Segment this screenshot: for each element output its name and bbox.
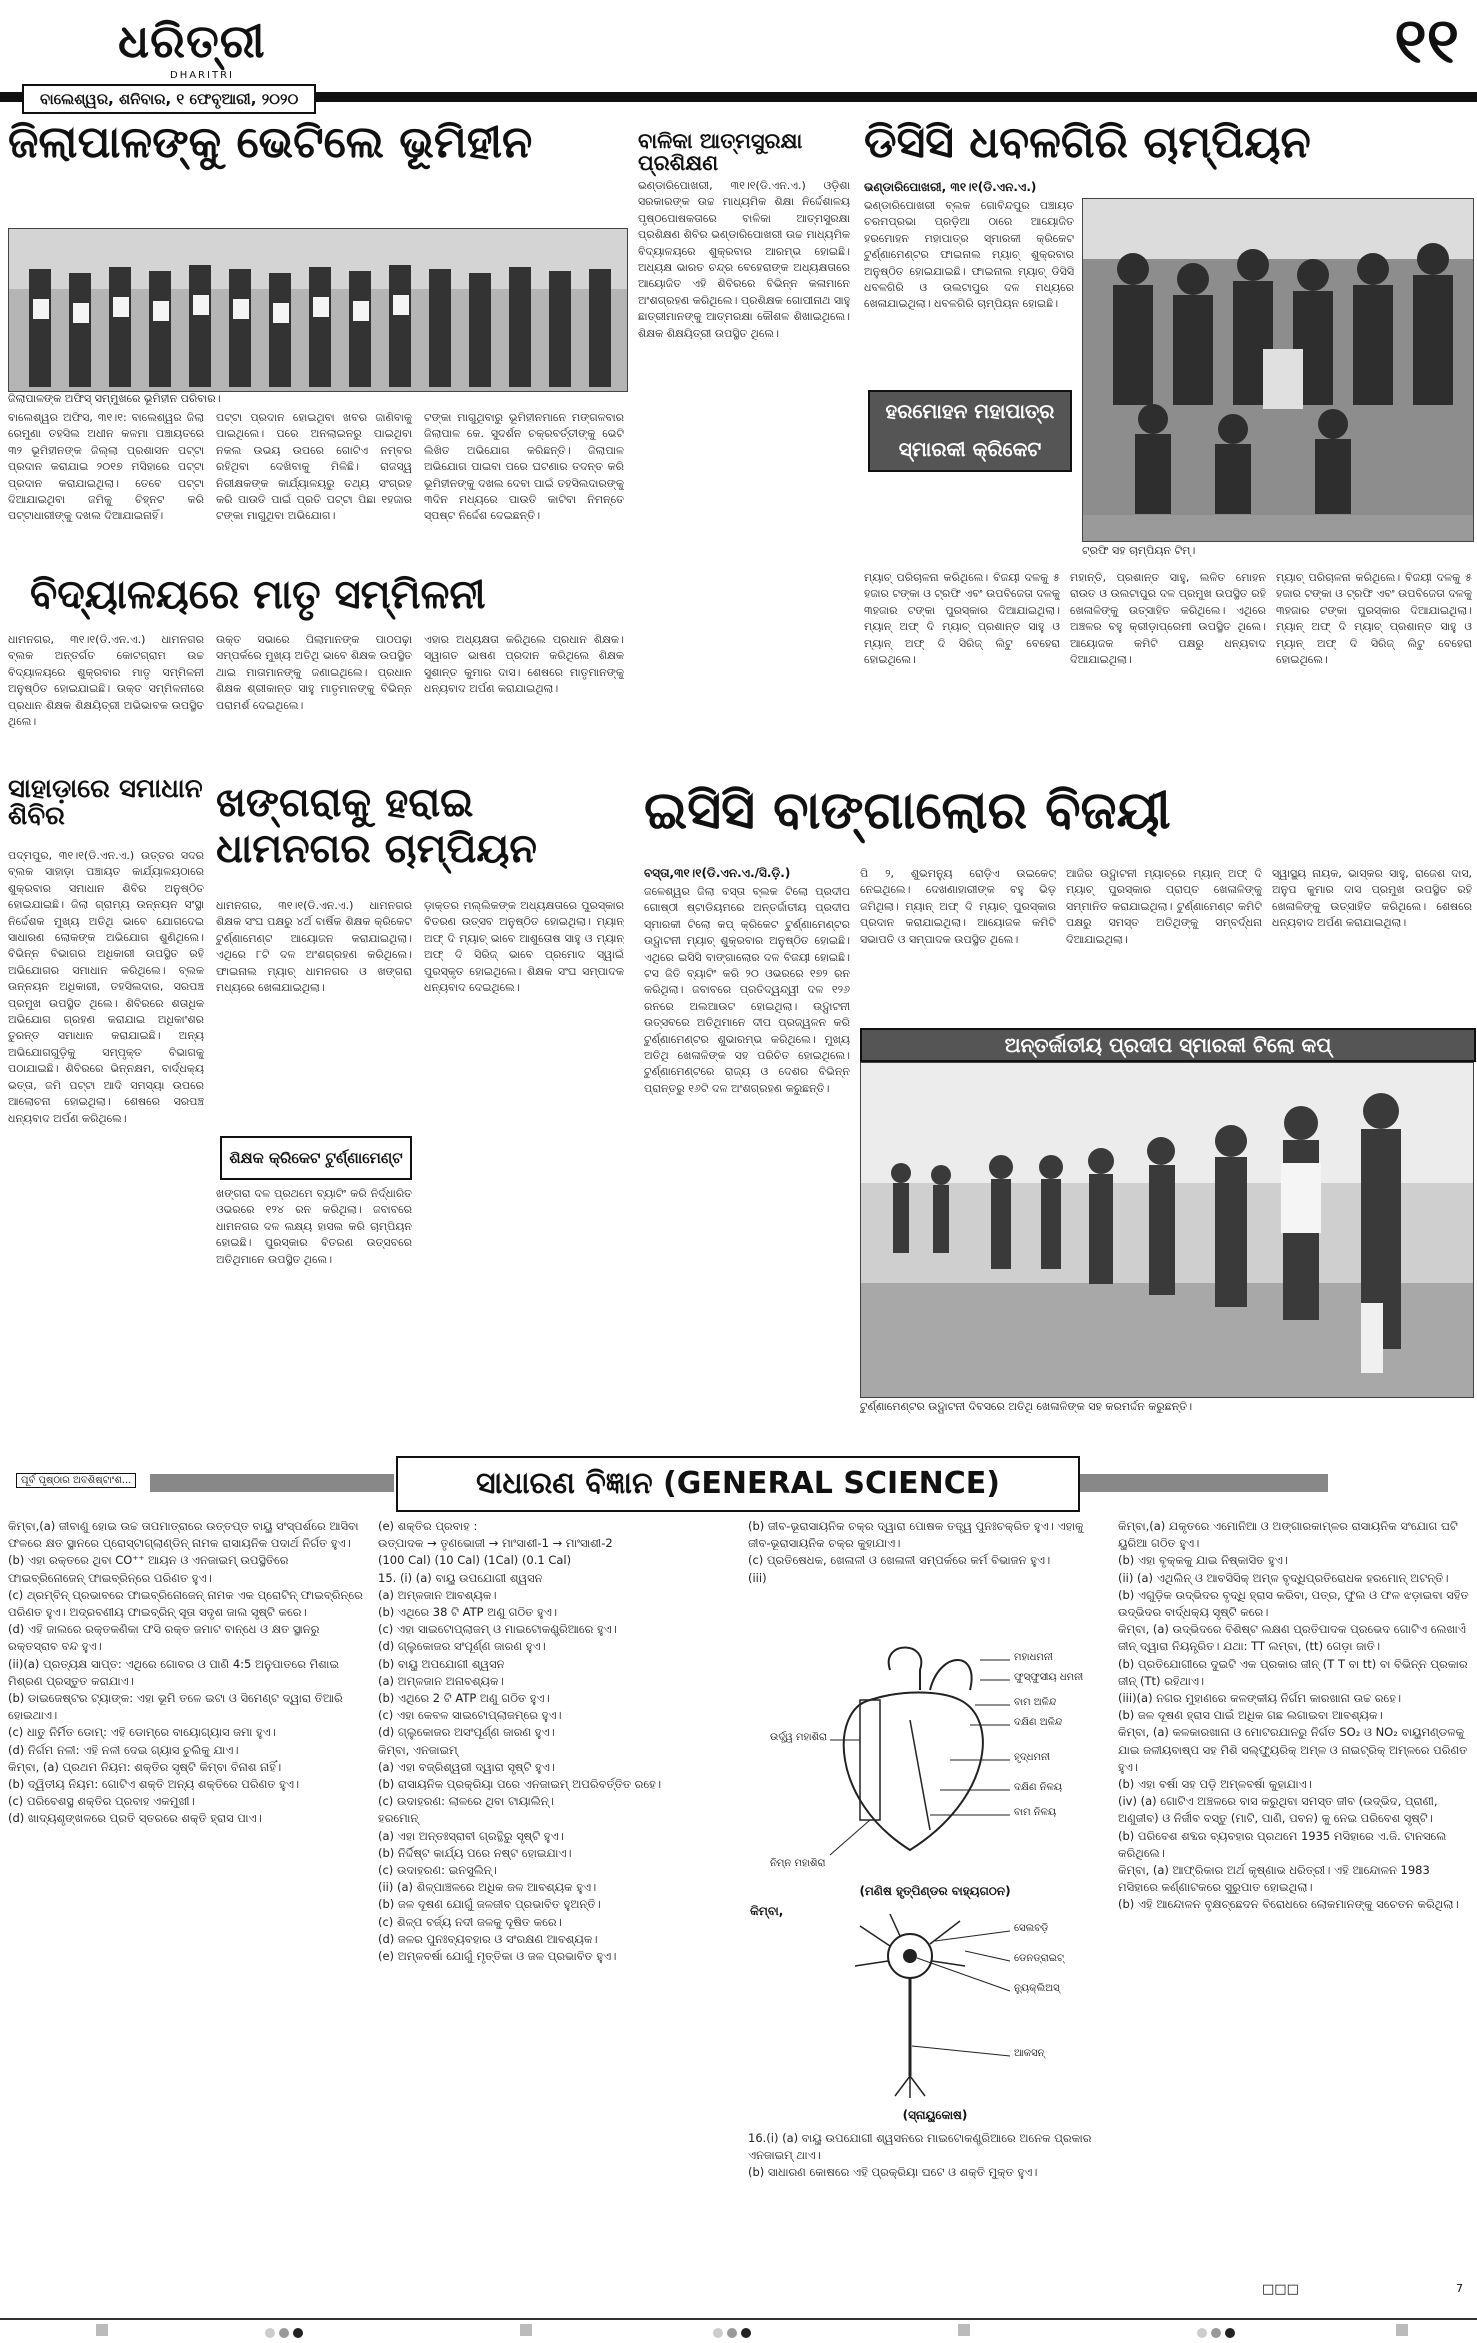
heart-label-left-atrium: ବାମ ଅଳିନ୍ଦ xyxy=(1014,1697,1057,1708)
heart-label-superior-vena-cava: ଉର୍ଦ୍ଧ୍ୱ ମହାଶିରା xyxy=(770,1732,827,1743)
registration-mark xyxy=(1396,2324,1408,2336)
registration-dots xyxy=(712,2324,752,2336)
footer-page-marker: 7 xyxy=(1456,2282,1463,2295)
story1-caption: ଜିଲାପାଳଙ୍କ ଅଫିସ୍ ସମ୍ମୁଖରେ ଭୂମିହୀନ ପରିବାର। xyxy=(8,392,221,405)
neuron-kimba: କିମ୍ବା, xyxy=(750,1904,784,1918)
story4-col2: ମ୍ୟାଚ୍ ପରିଚାଳନା କରିଥିଲେ। ବିଜୟୀ ଦଳକୁ ୫ ହଜାର ଟଙ୍କା ଓ ଟ୍ରଫି ଏବଂ ଉପବିଜେତା ଦଳକୁ ୩ହଜାର ଟଙ୍କା ପୁରସ୍କାର ଦିଆଯାଇଥିଲା। ମ୍ୟାନ୍ ଅଫ୍ ଦି ମ୍ୟାଚ୍ ପ୍ରଶାନ୍ତ ସାହୁ ଓ ମ୍ୟାନ୍ ଅଫ୍ ଦି ସିରିଜ୍ ଲିଟୁ ବେହେରା ହୋଇଥିଲେ। xyxy=(864,571,1060,667)
science-col4: କିମ୍ବା,(a) ଯକୃତରେ ଏମୋନିଆ ଓ ଅଙ୍ଗାରକାମ୍ଳର ରାସାୟନିକ ସଂଯୋଗ ଘଟି ୟୁରିଆ ଗଠିତ ହୁଏ। (b) ଏହା ବୃକ୍କକୁ ଯାଇ ନିଷ୍କାସିତ ହୁଏ। (ii) (a) ଏଥିଲିନ୍ ଓ ଆବସିସିକ୍ ଅମ୍ଳ ବୃଦ୍ଧିପ୍ରତିରୋଧକ ହରମୋନ୍ ଅଟନ୍ତି। (b) ଏଗୁଡ଼ିକ ଉଦ୍ଭିଦର ବୃଦ୍ଧି ହ୍ରାସ କରିବା, ପତ୍ର, ଫୁଲ ଓ ଫଳ ଝଡ଼ାଇବା ସହିତ ଉଦ୍ଭିଦର ବାର୍ଦ୍ଧକ୍ୟ ସୃଷ୍ଟି କରେ। କିମ୍ବା, (a) ଉଦ୍ଭିଦରେ ବିଶିଷ୍ଟ ଲକ୍ଷଣ ପ୍ରତିପାଦକ ପ୍ରଭେଦ ଗୋଟିଏ ଲେଖାଏଁ ଜୀନ୍ ଦ୍ୱାରା ନିୟନ୍ତ୍ରିତ। ଯଥା: TT ଲମ୍ବା, (tt) ଗେଡ଼ା ଜାତି। (b) ପ୍ରତିଯୋଗୀରେ ଦୁଇଟି ଏକ ପ୍ରକାର ଜୀନ୍ (T T ବା tt) ବା ବିଭିନ୍ନ ପ୍ରକାର ଜୀନ୍ (Tt) ରହିଥାଏ। (iii)(a) ନଗର ମୁହାଣରେ କଳଙ୍କୀୟ ନିର୍ଗମ କାରଖାନା ଉଚ୍ଚ ରହେ। (b) ଜଳ ଦୂଷଣ ହ୍ରାସ ପାଇଁ ଅଧିକ ଗଛ ଲଗାଇବା ଆବଶ୍ୟକ। କିମ୍ବା, (a) କଳକାରଖାନା ଓ ମୋଟରଯାନରୁ ନିର୍ଗତ SO₂ ଓ NO₂ ବାୟୁମଣ୍ଡଳକୁ ଯାଇ ଜଳୀୟବାଷ୍ପ ସହ ମିଶି ସଲ୍‌ଫ୍ୟୁରିକ୍ ଅମ୍ଳ ଓ ନାଇଟ୍ରିକ୍ ଅମ୍ଳରେ ପରିଣତ ହୁଏ। (b) ଏହା ବର୍ଷା ସହ ପଡ଼ି ଅମ୍ଳବର୍ଷା କୁହାଯାଏ। (iv) (a) ଗୋଟିଏ ଅଞ୍ଚଳରେ ବାସ କରୁଥିବା ସମସ୍ତ ଜୀବ (ଉଦ୍ଭିଦ, ପ୍ରାଣୀ, ଅଣୁଜୀବ) ଓ ନିର୍ଜୀବ ବସ୍ତୁ (ମାଟି, ପାଣି, ପବନ) କୁ ନେଇ ପରିବେଶ ସୃଷ୍ଟି। (b) ପରିବେଶ ଶବ୍ଦର ବ୍ୟବହାର ପ୍ରଥମେ 1935 ମସିହାରେ ଏ.ଜି. ଟାନସଲେ କରିଥିଲେ। କିମ୍ବା, (a) ଆଫ୍ରିକାର ଅର୍ଥ କୃଷ୍ଣାଭ ଧରିତ୍ରୀ। ଏହି ଆନ୍ଦୋଳନ 1983 ମସିହାରେ କର୍ଣ୍ଣାଟକରେ ସୁରୁପାତ ହୋଇଥିଲା। (b) ଏହି ଆନ୍ଦୋଳନ ବୃକ୍ଷଚ୍ଛେଦନ ବିରୋଧରେ ଲୋକମାନଙ୍କୁ ସଚେତନ କରିଥିଲା। xyxy=(1118,1519,1469,1912)
story7-col3: ଆଜିର ଉଦ୍ଘାଟନୀ ମ୍ୟାଚ୍‌ରେ ମ୍ୟାନ୍ ଅଫ୍ ଦି ମ୍ୟାଚ୍ ପୁରସ୍କାର ପ୍ରାପ୍ତ ଖେଳାଳିଙ୍କୁ ସମ୍ମାନିତ କରାଯାଇଥିଲା। ଟୁର୍ଣ୍ଣାମେଣ୍ଟ କମିଟି ପକ୍ଷରୁ ସମସ୍ତ ଅତିଥିଙ୍କୁ ସମ୍ବର୍ଦ୍ଧନା ଦିଆଯାଇଥିଲା। xyxy=(1066,867,1262,946)
story4-col4: ମ୍ୟାଚ୍ ପରିଚାଳନା କରିଥିଲେ। ବିଜୟୀ ଦଳକୁ ୫ ହଜାର ଟଙ୍କା ଓ ଟ୍ରଫି ଏବଂ ଉପବିଜେତା ଦଳକୁ ୩ହଜାର ଟଙ୍କା ପୁରସ୍କାର ଦିଆଯାଇଥିଲା। ମ୍ୟାନ୍ ଅଫ୍ ଦି ମ୍ୟାଚ୍ ପ୍ରଶାନ୍ତ ସାହୁ ଓ ମ୍ୟାନ୍ ଅଫ୍ ଦି ସିରିଜ୍ ଲିଟୁ ବେହେରା ହୋଇଥିଲେ। xyxy=(1276,571,1472,667)
story5-headline: ସାହାଡ଼ାରେ ସମାଧାନ ଶିବିର xyxy=(8,774,203,832)
story4-col3: ମହାନ୍ତି, ପ୍ରଶାନ୍ତ ସାହୁ, ଲଳିତ ମୋହନ ରାଉତ ଓ ଉଲଟାପୁର ଦଳ ପ୍ରମୁଖ ଉପସ୍ଥିତ ରହି ଖେଳାଳିଙ୍କୁ ଉତ୍ସାହିତ କରିଥିଲେ। ଏଥିରେ ଅଞ୍ଚଳର ବହୁ କ୍ରୀଡ଼ାପ୍ରେମୀ ଉପସ୍ଥିତ ଥିଲେ। ଆୟୋଜକ କମିଟି ପକ୍ଷରୁ ଧନ୍ୟବାଦ ଦିଆଯାଇଥିଲା। xyxy=(1070,571,1266,667)
registration-dots xyxy=(1196,2324,1236,2336)
story7-photo xyxy=(860,1062,1474,1398)
story3-kicker: ବାଳିକା ଆତ୍ମସୁରକ୍ଷା ପ୍ରଶିକ୍ଷଣ xyxy=(638,129,803,176)
story6-headline: ଖଙ୍ଗରାକୁ ହରାଇ ଧାମନଗର ଚାମ୍ପିୟନ xyxy=(216,780,537,872)
heart-label-inferior-vena-cava: ନିମ୍ନ ମହାଶିରା xyxy=(770,1858,826,1869)
neuron-label-axon: ଆକସନ୍ xyxy=(1014,2048,1045,2059)
story4-inset-label: ହରମୋହନ ମହାପାତ୍ର ସ୍ମାରକୀ କ୍ରିକେଟ xyxy=(868,390,1072,472)
story1-col3: ଟଙ୍କା ମାଗୁଥିବାରୁ ଭୂମିହୀନମାନେ ମଙ୍ଗଳବାର ଜିଲାପାଳ କେ. ସୁଦର୍ଶନ ଚକ୍ରବର୍ତ୍ତୀଙ୍କୁ ଭେଟି ଲିଖିତ ଅଭିଯୋଗ କରିଛନ୍ତି। ଜିଲାପାଳ ଅଭିଯୋଗ ପାଇବା ପରେ ଘଟଣାର ତଦନ୍ତ କରି ଭୂମିହୀନଙ୍କୁ ଦଖଲ ଦେବା ପାଇଁ ତହସିଲଦାରଙ୍କୁ ୩ଦିନ ମଧ୍ୟରେ ପାଉତି କାଟିବା ନିମନ୍ତେ ସ୍ପଷ୍ଟ ନିର୍ଦ୍ଦେଶ ଦେଇଛନ୍ତି। xyxy=(424,411,624,523)
registration-mark xyxy=(96,2324,108,2336)
dateline: ବାଲେଶ୍ୱର, ଶନିବାର, ୧ ଫେବୃଆରୀ, ୨୦୨୦ xyxy=(22,84,316,114)
story5-col: ପଦ୍ମପୁର, ୩୧।୧(ଡି.ଏନ.ଏ.) ଉତ୍ତର ସଦର ବ୍ଲକ ସାହାଡ଼ା ପଞ୍ଚାୟତ କାର୍ଯ୍ୟାଳୟଠାରେ ଶୁକ୍ରବାର ସମାଧାନ ଶିବିର ଅନୁଷ୍ଠିତ ହୋଇଯାଇଛି। ଜିଲା ଗ୍ରାମ୍ୟ ଉନ୍ନୟନ ସଂସ୍ଥା ନିର୍ଦ୍ଦେଶକ ମୁଖ୍ୟ ଅତିଥି ଭାବେ ଯୋଗଦେଇ ସାଧାରଣ ଲୋକଙ୍କ ଅଭିଯୋଗ ଶୁଣିଥିଲେ। ବିଭିନ୍ନ ବିଭାଗର ଅଧିକାରୀ ଉପସ୍ଥିତ ରହି ଅଭିଯୋଗର ସମାଧାନ କରିଥିଲେ। ବ୍ଲକ ଉନ୍ନୟନ ଅଧିକାରୀ, ତହସିଲଦାର, ସରପଞ୍ଚ ପ୍ରମୁଖ ଉପସ୍ଥିତ ଥିଲେ। ଶିବିରରେ ଶତାଧିକ ଅଭିଯୋଗ ଗ୍ରହଣ କରାଯାଇ ଅଧିକାଂଶର ତୁରନ୍ତ ସମାଧାନ କରାଯାଇଛି। ଅନ୍ୟ ଅଭିଯୋଗଗୁଡ଼ିକୁ ସମ୍ପୃକ୍ତ ବିଭାଗକୁ ପଠାଯାଇଛି। ଶିବିରରେ ଭିନ୍ନକ୍ଷମ, ବାର୍ଦ୍ଧକ୍ୟ ଭତ୍ତା, ଜମି ପଟ୍ଟା ଆଦି ସମସ୍ୟା ଉପରେ ଆଲୋଚନା ହୋଇଥିଲା। ଶେଷରେ ସରପଞ୍ଚ ଧନ୍ୟବାଦ ଅର୍ପଣ କରିଥିଲେ। xyxy=(8,849,204,1125)
story7-caption: ଟୁର୍ଣ୍ଣାମେଣ୍ଟର ଉଦ୍ଘାଟନୀ ଦିବସରେ ଅତିଥି ଖେଳାଳିଙ୍କ ସହ କରମର୍ଦ୍ଦନ କରୁଛନ୍ତି। xyxy=(860,1400,1193,1413)
story3-col: ଭଣ୍ଡାରିପୋଖରୀ, ୩୧।୧(ଡି.ଏନ.ଏ.) ଓଡ଼ିଶା ସରକାରଙ୍କ ଉଚ୍ଚ ମାଧ୍ୟମିକ ଶିକ୍ଷା ନିର୍ଦ୍ଦେଶାଳୟ ପୃଷ୍ଠପୋଷକତାରେ ବାଳିକା ଆତ୍ମସୁରକ୍ଷା ପ୍ରଶିକ୍ଷଣ ଶିବିର ଭଣ୍ଡାରିପୋଖରୀ ଉଚ୍ଚ ମାଧ୍ୟମିକ ବିଦ୍ୟାଳୟରେ ଶୁକ୍ରବାର ଆରମ୍ଭ ହୋଇଛି। ଅଧ୍ୟକ୍ଷ ଭାରତ ଚନ୍ଦ୍ର ବେହେରାଙ୍କ ଅଧ୍ୟକ୍ଷତାରେ ଆୟୋଜିତ ଏହି ଶିବିରରେ ବିଭିନ୍ନ କଳାମାନେ ଅଂଶଗ୍ରହଣ କରିଥିଲେ। ପ୍ରଶିକ୍ଷକ ଗୋପୀନାଥ ସାହୁ ଛାତ୍ରୀମାନଙ୍କୁ ଆତ୍ମରକ୍ଷା କୌଶଳ ଶିଖାଇଥିଲେ। ଶିକ୍ଷକ ଶିକ୍ଷୟିତ୍ରୀ ଉପସ୍ଥିତ ଥିଲେ। xyxy=(638,179,850,340)
story7-inset-label: ଅନ୍ତର୍ଜାତୀୟ ପ୍ରଦୀପ ସ୍ମାରକୀ ଟିଲୋ କପ୍ xyxy=(860,1028,1476,1062)
registration-mark xyxy=(958,2324,970,2336)
science-title: ସାଧାରଣ ବିଜ୍ଞାନ (GENERAL SCIENCE) xyxy=(396,1456,1080,1512)
story2-headline: ବିଦ୍ୟାଳୟରେ ମାତୃ ସମ୍ମିଳନୀ xyxy=(30,572,486,618)
masthead-subtitle: DHARITRI xyxy=(170,70,234,81)
dateline-bar xyxy=(0,84,1477,110)
heart-label-right-ventricle: ଦକ୍ଷିଣ ନିଳୟ xyxy=(1014,1782,1063,1793)
story4-photo xyxy=(1082,198,1474,542)
page-number: ୧୧ xyxy=(1394,4,1459,77)
heart-caption: (ମଣିଷ ହୃତ୍‌ପିଣ୍ଡର ବାହ୍ୟଗଠନ) xyxy=(859,1884,1011,1898)
science-col3-top: (b) ଜୀବ-ଭୂରାସାୟନିକ ଚକ୍ର ଦ୍ୱାରା ପୋଷକ ତତ୍ତ୍ୱ ପୁନଃଚକ୍ରିତ ହୁଏ। ଏହାକୁ ଜୀବ-ଭୂରାସାୟନିକ ଚକ୍ର କୁହାଯାଏ। (c) ପ୍ରତିଷେଧକ, ଖେଳାଳୀ ଓ ଖେଳାଳୀ ସମ୍ପର୍କରେ କର୍ମ ବିଭାଜନ ହୁଏ। (iii) xyxy=(748,1519,1084,1585)
registration-mark xyxy=(520,2324,532,2336)
masthead-logo: ଧରିତ୍ରୀ xyxy=(118,14,266,68)
story1-photo xyxy=(8,228,628,392)
science-continued-tag: ପୂର୍ବ ପୃଷ୍ଠାର ଅବଶିଷ୍ଟାଂଶ... xyxy=(16,1473,136,1488)
heart-label-pulmonary-artery: ଫୁସ୍‌ଫୁସୀୟ ଧମନୀ xyxy=(1014,1672,1084,1683)
story2-col3: ଏହାର ଅଧ୍ୟକ୍ଷତା କରିଥିଲେ ପ୍ରଧାନ ଶିକ୍ଷକ। ସ୍ୱାଗତ ଭାଷଣ ପ୍ରଦାନ କରିଥିଲେ ଶିକ୍ଷକ ସୁଶାନ୍ତ କୁମାର ଦାସ। ଶେଷରେ ମାତୃମାନଙ୍କୁ ଧନ୍ୟବାଦ ଅର୍ପଣ କରାଯାଇଥିଲା। xyxy=(424,633,624,696)
neuron-label-dendrite: ଡେନଡ୍ରାଇଟ୍ xyxy=(1014,1953,1064,1964)
heart-label-aorta: ମହାଧମନୀ xyxy=(1014,1652,1053,1663)
science-col3-bottom: 16.(i) (a) ବାୟୁ ଉପଯୋଗୀ ଶ୍ୱସନରେ ମାଇଟୋକଣ୍ଡ୍ରିଆରେ ଅନେକ ପ୍ରକାର ଏନଜାଇମ୍ ଥାଏ। (b) ସାଧାରଣ କୋଷରେ ଏହି ପ୍ରକ୍ରିୟା ଘଟେ ଓ ଶକ୍ତି ମୁକ୍ତ ହୁଏ। xyxy=(748,2131,1092,2180)
story4-col1: ଭଣ୍ଡାରିପୋଖରୀ ବ୍ଲକ ଗୋବିନ୍ଦପୁର ପଞ୍ଚାୟତ ଚରମପ୍ରଭା ପ୍ରଡ଼ିଆ ଠାରେ ଆୟୋଜିତ ହରମୋହନ ମହାପାତ୍ର ସ୍ମାରକୀ କ୍ରିକେଟ ଟୁର୍ଣ୍ଣାମେଣ୍ଟର ଫାଇନାଲ ମ୍ୟାଚ୍ ଶୁକ୍ରବାର ଅନୁଷ୍ଠିତ ହୋଇଯାଇଛି। ଫାଇନାଲ ମ୍ୟାଚ୍ ଡିସିସି ଧବଳଗିରି ଓ ଉଲଟାପୁର ଦଳ ମଧ୍ୟରେ ଖେଳାଯାଇଥିଲା। ଧବଳଗିରି ଚାମ୍ପିୟନ ହୋଇଛି। xyxy=(864,199,1074,311)
story7-headline: ଇସିସି ବାଙ୍ଗାଲୋର ବିଜୟୀ xyxy=(644,781,1171,841)
heart-diagram xyxy=(770,1630,1100,1880)
neuron-label-nucleus: ନ୍ୟୁକ୍ଲିଅସ୍ xyxy=(1014,1983,1060,1994)
end-marks: □□□ xyxy=(1262,2282,1299,2297)
story7-byline: ବସ୍ତା,୩୧।୧(ଡି.ଏନ.ଏ./ସି.ଡ଼ି.) xyxy=(644,866,791,880)
heart-label-left-ventricle: ବାମ ନିଳୟ xyxy=(1014,1807,1057,1818)
story7-col1: ଜଳେଶ୍ୱର ଜିଲା ବସ୍ତା ବ୍ଲକ ଟିଲୋ ପ୍ରଦୀପ ଗୋଷ୍ଠୀ ଷ୍ଟାଡିୟମରେ ଅନ୍ତର୍ଜାତୀୟ ପ୍ରଦୀପ ସ୍ମାରକୀ ଟିଲୋ କପ୍ କ୍ରିକେଟ ଟୁର୍ଣ୍ଣାମେଣ୍ଟର ଉଦ୍ଘାଟନୀ ମ୍ୟାଚ୍ ଶୁକ୍ରବାର ଅନୁଷ୍ଠିତ ହୋଇଛି। ଏଥିରେ ଇସିସି ବାଙ୍ଗାଲୋର ଦଳ ବିଜୟୀ ହୋଇଛି। ଟସ ଜିତି ବ୍ୟାଟିଂ କରି ୨୦ ଓଭରରେ ୧୭୨ ରନ କରିଥିଲା। ଜବାବରେ ପ୍ରତିଦ୍ୱନ୍ଦ୍ୱୀ ଦଳ ୧୨୬ ରନରେ ଅଲଆଉଟ ହୋଇଥିଲା। ଉଦ୍ଘାଟନୀ ଉତ୍ସବରେ ଅତିଥିମାନେ ଦୀପ ପ୍ରଜ୍ୱଳନ କରି ଟୁର୍ଣ୍ଣାମେଣ୍ଟର ଶୁଭାରମ୍ଭ କରିଥିଲେ। ମୁଖ୍ୟ ଅତିଥି ଖେଳାଳିଙ୍କ ସହ ପରିଚିତ ହୋଇଥିଲେ। ଟୁର୍ଣ୍ଣାମେଣ୍ଟରେ ରାଜ୍ୟ ଓ ଦେଶର ବିଭିନ୍ନ ପ୍ରାନ୍ତରୁ ୧୬ଟି ଦଳ ଅଂଶଗ୍ରହଣ କରୁଛନ୍ତି। xyxy=(644,885,850,1095)
story4-caption: ଟ୍ରଫି ସହ ଚାମ୍ପିୟନ ଟିମ୍। xyxy=(1082,544,1196,557)
story4-byline: ଭଣ୍ଡାରିପୋଖରୀ, ୩୧।୧(ଡି.ଏନ.ଏ.) xyxy=(864,180,1037,194)
story6-box: ଶିକ୍ଷକ କ୍ରିକେଟ ଟୁର୍ଣ୍ଣାମେଣ୍ଟ xyxy=(220,1136,412,1180)
story6-col3: ଡ଼ାକ୍ତର ମଲ୍ଲିକଙ୍କ ଅଧ୍ୟକ୍ଷତାରେ ପୁରସ୍କାର ବିତରଣ ଉତ୍ସବ ଅନୁଷ୍ଠିତ ହୋଇଥିଲା। ମ୍ୟାନ୍ ଅଫ୍ ଦି ମ୍ୟାଚ୍ ଭାବେ ଆଶୁତୋଷ ସାହୁ ଓ ମ୍ୟାନ୍ ଅଫ୍ ଦି ସିରିଜ୍ ଭାବେ ପ୍ରମୋଦ ସ୍ୱାଇଁ ପୁରସ୍କୃତ ହୋଇଥିଲେ। ଶିକ୍ଷକ ସଂଘ ସମ୍ପାଦକ ଧନ୍ୟବାଦ ଦେଇଥିଲେ। xyxy=(424,899,624,995)
neuron-diagram xyxy=(770,1906,1100,2106)
neuron-label-cell-body: ସେଲବଡ଼ି xyxy=(1014,1923,1049,1934)
story2-col2: ଉକ୍ତ ସଭାରେ ପିଲାମାନଙ୍କ ପାଠପଢ଼ା ସମ୍ପର୍କରେ ମୁଖ୍ୟ ଅତିଥି ଭାବେ ଶିକ୍ଷକ ଉପସ୍ଥିତ ଥାଇ ମାତାମାନଙ୍କୁ ଜଣାଇଥିଲେ। ପ୍ରଧାନ ଶିକ୍ଷକ ଶ୍ରୀକାନ୍ତ ସାହୁ ମାତୃମାନଙ୍କୁ ବିଭିନ୍ନ ପରାମର୍ଶ ଦେଇଥିଲେ। xyxy=(216,633,412,712)
science-col1: କିମ୍ବା,(a) ଜୀବାଣୁ ହୋଇ ଉଚ୍ଚ ତାପମାତ୍ରାରେ ଉତ୍ତପ୍ତ ବାୟୁ ସଂସ୍ପର୍ଶରେ ଆସିବା ଫଳରେ କ୍ଷତ ସ୍ଥାନରେ ପ୍ରୋସ୍ଟାଗ୍ଲାଣ୍ଡିନ୍ ନାମକ ରାସାୟନିକ ପଦାର୍ଥ ନିର୍ଗତ ହୁଏ। (b) ଏହା ରକ୍ତରେ ଥିବା CO⁺⁺ ଆୟନ ଓ ଏନଜାଇମ୍ ଉପସ୍ଥିତିରେ ଫାଇବ୍ରିନୋଜେନ୍ ଫାଇବ୍ରିନ୍‌ରେ ପରିଣତ ହୁଏ। (c) ଥ୍ରମ୍ବିନ୍ ପ୍ରଭାବରେ ଫାଇବ୍ରିନୋଜେନ୍ ନାମକ ଏକ ପ୍ରୋଟିନ୍ ଫାଇବ୍ରିନ୍‌ରେ ପରିଣତ ହୁଏ। ଅଦ୍ରବଣୀୟ ଫାଇବ୍ରିନ୍ ସୂତା ସଦୃଶ ଜାଲ ସୃଷ୍ଟି କରେ। (d) ଏହି ଜାଲରେ ରକ୍ତକଣିକା ଫସି ରକ୍ତ ଜମାଟ ବାନ୍ଧେ ଓ କ୍ଷତ ସ୍ଥାନରୁ ରକ୍ତସ୍ରାବ ବନ୍ଦ ହୁଏ। (ii)(a) ପ୍ରତ୍ୟକ୍ଷ ସାପ୍ତ: ଏଥିରେ ଗୋବର ଓ ପାଣି 4:5 ଅନୁପାତରେ ମିଶାଇ ମିଶ୍ରଣ ପ୍ରସ୍ତୁତ କରାଯାଏ। (b) ଡାଇଜେଷ୍ଟର ଟ୍ୟାଙ୍କ: ଏହା ଭୂମି ତଳେ ଇଟା ଓ ସିମେଣ୍ଟ ଦ୍ୱାରା ତିଆରି ହୋଇଥାଏ। (c) ଧାତୁ ନିର୍ମିତ ଡୋମ୍: ଏହି ଡୋମ୍‌ରେ ବାୟୋଗ୍ୟାସ ଜମା ହୁଏ। (d) ନିର୍ଗମ ନଳୀ: ଏହି ନଳୀ ଦେଇ ଗ୍ୟାସ ଚୁଲିକୁ ଯାଏ। କିମ୍ବା, (a) ପ୍ରଥମ ନିୟମ: ଶକ୍ତିର ସୃଷ୍ଟି କିମ୍ବା ବିନାଶ ନାହିଁ। (b) ଦ୍ୱିତୀୟ ନିୟମ: ଗୋଟିଏ ଶକ୍ତି ଅନ୍ୟ ଶକ୍ତିରେ ପରିଣତ ହୁଏ। (c) ପରିବେଶସ୍ଥ ଶକ୍ତିର ପ୍ରବାହ ଏକମୁଖୀ। (d) ଖାଦ୍ୟଶୃଙ୍ଖଳରେ ପ୍ରତି ସ୍ତରରେ ଶକ୍ତି ହ୍ରାସ ପାଏ। xyxy=(8,1519,363,1826)
heart-label-coronary-artery: ହୃଦ୍‌ଧମନୀ xyxy=(1014,1752,1051,1763)
story2-col1: ଧାମନଗର, ୩୧।୧(ଡି.ଏନ.ଏ.) ଧାମନଗର ବ୍ଲକ ଅନ୍ତର୍ଗତ କୋଟଗ୍ରାମ ଉଚ୍ଚ ବିଦ୍ୟାଳୟରେ ଶୁକ୍ରବାର ମାତୃ ସମ୍ମିଳନୀ ଅନୁଷ୍ଠିତ ହୋଇଯାଇଛି। ଉକ୍ତ ସମ୍ମିଳନୀରେ ପ୍ରଧାନ ଶିକ୍ଷକ ଶିକ୍ଷୟିତ୍ରୀ ଅଭିଭାବକ ଉପସ୍ଥିତ ଥିଲେ। xyxy=(8,633,204,729)
science-col2: (e) ଶକ୍ତିର ପ୍ରବାହ : ଉତ୍ପାଦକ → ତୃଣଭୋଜୀ → ମାଂସାଶୀ-1 → ମାଂସାଶୀ-2 (100 Cal) (10 Cal) (1Cal) (0.1 Cal) 15. (i) (a) ବାୟୁ ଉପଯୋଗୀ ଶ୍ୱସନ (a) ଅମ୍ଳଜାନ ଆବଶ୍ୟକ। (b) ଏଥିରେ 38 ଟି ATP ଅଣୁ ଗଠିତ ହୁଏ। (c) ଏହା ସାଇଟୋପ୍ଲାଜମ୍ ଓ ମାଇଟୋକଣ୍ଡ୍ରିଆରେ ହୁଏ। (d) ଗ୍ଲୁକୋଜର ସଂପୂର୍ଣ୍ଣ ଜାରଣ ହୁଏ। (b) ବାୟୁ ଅପଯୋଗୀ ଶ୍ୱସନ (a) ଅମ୍ଳଜାନ ଅନାବଶ୍ୟକ। (b) ଏଥିରେ 2 ଟି ATP ଅଣୁ ଗଠିତ ହୁଏ। (c) ଏହା କେବଳ ସାଇଟୋପ୍ଲାଜମ୍‌ରେ ହୁଏ। (d) ଗ୍ଲୁକୋଜର ଅସଂପୂର୍ଣ୍ଣ ଜାରଣ ହୁଏ। କିମ୍ବା, ଏନଜାଇମ୍ (a) ଏହା ବଜ୍ରିଶ୍ୱରୀ ଦ୍ୱାରା ସୃଷ୍ଟି ହୁଏ। (b) ରାସାୟନିକ ପ୍ରକ୍ରିୟା ପରେ ଏନଜାଇମ୍ ଅପରିବର୍ତ୍ତିତ ରହେ। (c) ଉଦାହରଣ: ଲାଳରେ ଥିବା ଟାୟାଲିନ୍। ହରମୋନ୍ (a) ଏହା ଅନ୍ତଃସ୍ରାବୀ ଗ୍ରନ୍ଥିରୁ ସୃଷ୍ଟି ହୁଏ। (b) ନିର୍ଦ୍ଦିଷ୍ଟ କାର୍ଯ୍ୟ ପରେ ନଷ୍ଟ ହୋଇଯାଏ। (c) ଉଦାହରଣ: ଇନସୁଲିନ୍। (ii) (a) ଶିଳ୍ପାଞ୍ଚଳରେ ଅଧିକ ଜଳ ଆବଶ୍ୟକ ହୁଏ। (b) ଜଳ ଦୂଷଣ ଯୋଗୁଁ ଜଳଜୀବ ପ୍ରଭାବିତ ହୁଅନ୍ତି। (c) ଶିଳ୍ପ ବର୍ଜ୍ୟ ନଦୀ ଜଳକୁ ଦୂଷିତ କରେ। (d) ଜଳର ପୁନଃବ୍ୟବହାର ଓ ସଂରକ୍ଷଣ ଆବଶ୍ୟକ। (e) ଅମ୍ଳବର୍ଷା ଯୋଗୁଁ ମୃତ୍ତିକା ଓ ଜଳ ପ୍ରଭାବିତ ହୁଏ। xyxy=(378,1519,662,1964)
neuron-caption: (ସ୍ନାୟୁକୋଷ) xyxy=(902,2108,968,2122)
story1-col2: ପଟ୍ଟା ପ୍ରଦାନ ହୋଇଥିବା ଖବର ଜାଣିବାକୁ ପାଇଥିଲେ। ପରେ ଅନଲାଇନରୁ ପାଇଥିବା ନକଲ ଉଭୟ ଉପରେ ଗୋଟିଏ ନମ୍ବର ରହିଥିବା ଦେଖିବାକୁ ମିଳିଛି। ରାଜସ୍ୱ ନିରୀକ୍ଷକଙ୍କ କାର୍ଯ୍ୟାଳୟରୁ ତଥ୍ୟ ସଂଗ୍ରହ କରି ପାଉତି ପାଇଁ ପ୍ରତି ପଟ୍ଟା ପିଛା ୧ହଜାର ଟଙ୍କା ମାଗୁଥିବା ଅଭିଯୋଗ। xyxy=(216,411,412,523)
story6-col2: ଖଙ୍ଗରା ଦଳ ପ୍ରଥମେ ବ୍ୟାଟିଂ କରି ନିର୍ଦ୍ଧାରିତ ଓଭରରେ ୧୨୪ ରନ କରିଥିଲା। ଜବାବରେ ଧାମନଗର ଦଳ ଲକ୍ଷ୍ୟ ହାସଲ କରି ଚାମ୍ପିୟନ ହୋଇଛି। ପୁରସ୍କାର ବିତରଣ ଉତ୍ସବରେ ଅତିଥିମାନେ ଉପସ୍ଥିତ ଥିଲେ। xyxy=(216,1187,412,1266)
registration-dots xyxy=(264,2324,304,2336)
footer-rule xyxy=(0,2318,1477,2320)
science-title-bar-left xyxy=(150,1474,394,1492)
science-title-bar-right xyxy=(1078,1474,1328,1492)
story6-col1: ଧାମନଗର, ୩୧।୧(ଡି.ଏନ.ଏ.) ଧାମନଗର ଶିକ୍ଷକ ସଂଘ ପକ୍ଷରୁ ୪ର୍ଥ ବାର୍ଷିକ ଶିକ୍ଷକ କ୍ରିକେଟ ଟୁର୍ଣ୍ଣାମେଣ୍ଟ ଆୟୋଜନ କରାଯାଇଥିଲା। ଏଥିରେ ୮ଟି ଦଳ ଅଂଶଗ୍ରହଣ କରିଥିଲେ। ଫାଇନାଲ ମ୍ୟାଚ୍ ଧାମନଗର ଓ ଖଙ୍ଗରା ମଧ୍ୟରେ ଖେଳାଯାଇଥିଲା। xyxy=(216,899,412,995)
heart-label-right-atrium: ଦକ୍ଷିଣ ଅଳିନ୍ଦ xyxy=(1014,1717,1063,1728)
story1-headline: ଜିଲାପାଳଙ୍କୁ ଭେଟିଲେ ଭୂମିହୀନ xyxy=(8,117,533,168)
story7-col2: ପି ୨, ଶୁଭମନ୍ୟୁ ରୋଡ଼ିଏ ଉଇକେଟ୍ ନେଇଥିଲେ। ଦେଖଣାହାରୀଙ୍କ ବହୁ ଭିଡ଼ ଜମିଥିଲା। ମ୍ୟାନ୍ ଅଫ୍ ଦି ମ୍ୟାଚ୍ ପୁରସ୍କାର ପ୍ରଦାନ କରାଯାଇଥିଲା। ଆୟୋଜକ କମିଟି ସଭାପତି ଓ ସମ୍ପାଦକ ଉପସ୍ଥିତ ଥିଲେ। xyxy=(860,867,1056,946)
story1-col1: ବାଲେଶ୍ୱର ଅଫିସ, ୩୧।୧: ବାଲେଶ୍ୱର ଜିଲା ରେମୁଣା ତହସିଲ ଅଧୀନ କଳମା ପଞ୍ଚାୟତରେ ୩୨ ଭୂମିହୀନଙ୍କ ଜିଲ୍ଲା ପ୍ରଶାସନ ପଟ୍ଟା ପ୍ରଦାନ କରାଯାଇ ୨୦୧୭ ମସିହାରେ ପଟ୍ଟା ପ୍ରଦାନ କରାଯାଇଥିଲା। ତେବେ ପଟ୍ଟା ଦିଆଯାଇଥିବା ଜମିକୁ ଚିହ୍ନଟ କରି ପଟ୍ଟାଧାରୀଙ୍କୁ ଦଖଲ ଦିଆଯାଇନାହିଁ। xyxy=(8,411,204,523)
story7-col4: ସ୍ୱାସ୍ଥ୍ୟ ନାୟକ, ଭାସ୍କର ସାହୁ, ରାଜେଶ ଦାସ, ଅନୁପ କୁମାର ଦାସ ପ୍ରମୁଖ ଉପସ୍ଥିତ ରହି ଖେଳାଳିଙ୍କୁ ଉତ୍ସାହିତ କରିଥିଲେ। ଶେଷରେ ଧନ୍ୟବାଦ ଅର୍ପଣ କରାଯାଇଥିଲା। xyxy=(1272,867,1472,930)
story4-headline: ଡିସିସି ଧବଳଗିରି ଚାମ୍ପିୟନ xyxy=(864,117,1311,168)
